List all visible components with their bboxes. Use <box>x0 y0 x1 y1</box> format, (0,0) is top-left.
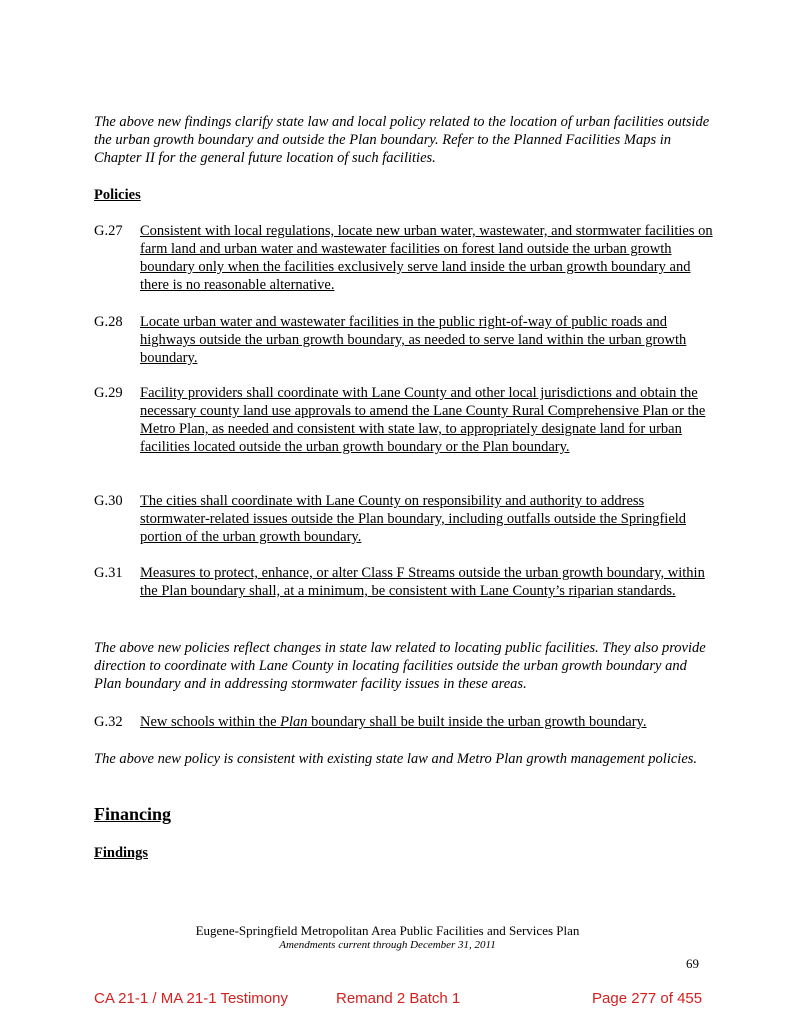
policy-text-part: boundary shall be built inside the urban growth boundary. <box>307 714 647 730</box>
intro-paragraph: The above new findings clarify state law and local policy related to the location of urban facilities outside the urban growth boundary and outside the Plan boundary. Refer to the Planned Facilities Maps in Chapter II for the general future location of such facilities. <box>94 114 710 166</box>
policies-heading: Policies <box>94 187 141 203</box>
policy-text: Consistent with local regulations, locate new urban water, wastewater, and stormwater facilities on farm land and urban water and wastewater facilities on forest land outside the urban growth boundary only when the facilities exclusively serve land inside the urban growth boundary and there is no reasonable alternative. <box>140 223 713 293</box>
policies-note: The above new policies reflect changes in state law related to locating public facilities. They also provide direction to coordinate with Lane County in locating facilities outside the urban growth boundary and Plan boundary and in addressing stormwater facility issues in these areas. <box>94 640 706 692</box>
policy-g28 <box>94 313 714 367</box>
policy-number: G.29 <box>94 385 123 401</box>
policy-text: Measures to protect, enhance, or alter Class F Streams outside the urban growth boundary, within the Plan boundary shall, at a minimum, be consistent with Lane County’s riparian standards. <box>140 565 705 599</box>
policy-number: G.31 <box>94 565 123 581</box>
policy-text: Facility providers shall coordinate with Lane County and other local jurisdictions and obtain the necessary county land use approvals to amend the Lane County Rural Comprehensive Plan or the Metro Plan, as needed and consistent with state law, to appropriately designate land for urban facilities located outside the urban growth boundary or the Plan boundary. <box>140 385 706 455</box>
findings-heading: Findings <box>94 845 148 861</box>
policy-g31 <box>94 564 714 600</box>
stamp-batch: Remand 2 Batch 1 <box>336 990 461 1007</box>
policy-text: The cities shall coordinate with Lane County on responsibility and authority to address stormwater-related issues outside the Plan boundary, including outfalls outside the Springfield portion of the urban growth boundary. <box>140 493 687 545</box>
policy-g27 <box>94 222 714 294</box>
policy-text: Locate urban water and wastewater facilities in the public right-of-way of public roads and highways outside the urban growth boundary, as needed to serve land within the urban growth boundary. <box>140 314 687 366</box>
footer-title: Eugene-Springfield Metropolitan Area Public Facilities and Services Plan <box>195 923 580 938</box>
page-number: 69 <box>686 956 699 971</box>
policy-g29 <box>94 384 714 456</box>
policy-text-part: New schools within the <box>140 714 281 730</box>
policy-text <box>140 713 714 731</box>
policy-g32 <box>94 713 714 731</box>
footer-subtitle: Amendments current through December 31, 2011 <box>279 939 496 951</box>
stamp-page-count: Page 277 of 455 <box>592 990 703 1007</box>
policy-number: G.28 <box>94 314 123 330</box>
policy-number: G.30 <box>94 493 123 509</box>
plan-emphasis: Plan <box>280 714 308 730</box>
section-title-financing: Financing <box>94 804 172 824</box>
policy-number: G.27 <box>94 223 123 239</box>
policy-g30 <box>94 492 714 546</box>
stamp-testimony: CA 21-1 / MA 21-1 Testimony <box>94 990 288 1007</box>
g32-note: The above new policy is consistent with existing state law and Metro Plan growth management policies. <box>94 751 698 767</box>
policy-number: G.32 <box>94 714 123 730</box>
